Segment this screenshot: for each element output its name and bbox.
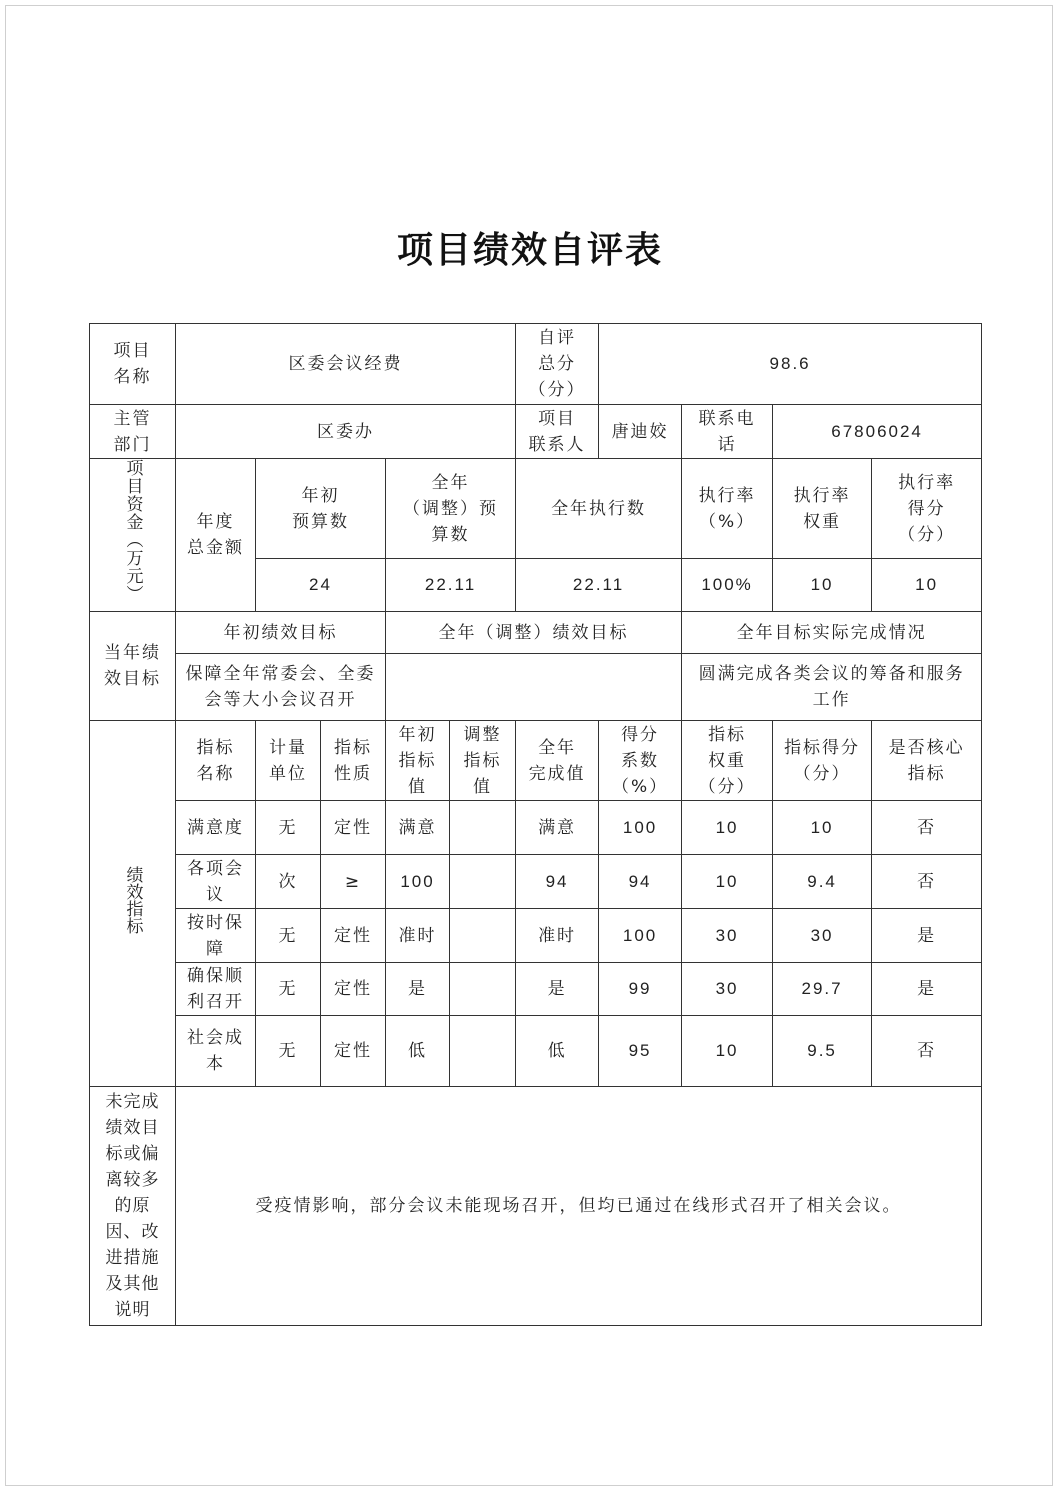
goals-label: 当年绩 效目标 [90, 612, 176, 721]
row-remarks [90, 1087, 982, 1326]
ind-header-weight: 指标 权重 （分） [682, 721, 773, 801]
ind-cell: 100 [599, 909, 682, 963]
ind-cell [450, 963, 516, 1016]
row-department [90, 405, 982, 459]
ind-cell: 9.5 [773, 1016, 872, 1087]
ind-header-adjusted: 调整 指标 值 [450, 721, 516, 801]
indicators-label: 绩效指标 [90, 721, 176, 1087]
ind-cell: ≥ [321, 855, 386, 909]
ind-cell: 29.7 [773, 963, 872, 1016]
funds-header-rate: 执行率 （%） [682, 459, 773, 559]
ind-cell: 是 [872, 963, 982, 1016]
ind-cell: 30 [682, 963, 773, 1016]
goals-header-initial: 年初绩效目标 [176, 612, 386, 654]
ind-cell: 100 [599, 801, 682, 855]
ind-header-core: 是否核心 指标 [872, 721, 982, 801]
funds-header-initial: 年初 预算数 [256, 459, 386, 559]
row-goals-header [90, 612, 982, 654]
ind-cell: 各项会 议 [176, 855, 256, 909]
ind-cell [450, 801, 516, 855]
ind-cell: 满意 [386, 801, 450, 855]
table-row [90, 909, 982, 963]
table-row [90, 801, 982, 855]
ind-cell: 是 [872, 909, 982, 963]
goals-actual: 圆满完成各类会议的筹备和服务工作 [682, 654, 982, 721]
department-value: 区委办 [176, 405, 516, 459]
ind-header-initial: 年初 指标 值 [386, 721, 450, 801]
funds-label: 项目资金（万元） [90, 459, 176, 612]
goals-header-adjusted: 全年（调整）绩效目标 [386, 612, 682, 654]
remarks-value: 受疫情影响，部分会议未能现场召开，但均已通过在线形式召开了相关会议。 [176, 1087, 982, 1326]
ind-cell: 次 [256, 855, 321, 909]
ind-cell: 99 [599, 963, 682, 1016]
ind-header-nature: 指标 性质 [321, 721, 386, 801]
funds-header-executed: 全年执行数 [516, 459, 682, 559]
ind-cell: 无 [256, 1016, 321, 1087]
remarks-label: 未完成 绩效目 标或偏 离较多 的原 因、改 进措施 及其他 说明 [90, 1087, 176, 1326]
ind-cell: 定性 [321, 1016, 386, 1087]
project-name-label: 项目 名称 [90, 324, 176, 405]
goals-header-actual: 全年目标实际完成情况 [682, 612, 982, 654]
ind-cell [450, 1016, 516, 1087]
funds-value-adjusted: 22.11 [386, 559, 516, 612]
evaluation-table [89, 323, 982, 1326]
ind-cell: 94 [516, 855, 599, 909]
row-indicators-header [90, 721, 982, 801]
funds-header-score: 执行率 得分 （分） [872, 459, 982, 559]
table-row [90, 1016, 982, 1087]
ind-cell: 30 [682, 909, 773, 963]
ind-cell: 10 [682, 855, 773, 909]
ind-header-score: 指标得分 （分） [773, 721, 872, 801]
ind-cell [450, 855, 516, 909]
ind-cell: 满意 [516, 801, 599, 855]
row-project-name [90, 324, 982, 405]
ind-cell: 100 [386, 855, 450, 909]
funds-total-label: 年度 总金额 [176, 459, 256, 612]
ind-cell: 按时保 障 [176, 909, 256, 963]
row-goals-values [90, 654, 982, 721]
ind-cell: 94 [599, 855, 682, 909]
ind-cell: 定性 [321, 909, 386, 963]
ind-cell: 定性 [321, 963, 386, 1016]
phone-value: 67806024 [773, 405, 982, 459]
ind-cell: 10 [682, 801, 773, 855]
ind-cell: 9.4 [773, 855, 872, 909]
ind-cell: 准时 [516, 909, 599, 963]
funds-value-weight: 10 [773, 559, 872, 612]
ind-cell: 否 [872, 855, 982, 909]
ind-header-completed: 全年 完成值 [516, 721, 599, 801]
department-label: 主管 部门 [90, 405, 176, 459]
score-label: 自评 总分 （分） [516, 324, 599, 405]
ind-cell: 10 [773, 801, 872, 855]
page-title: 项目绩效自评表 [396, 229, 663, 271]
ind-cell: 无 [256, 963, 321, 1016]
score-value: 98.6 [599, 324, 982, 405]
ind-cell: 是 [386, 963, 450, 1016]
funds-value-rate: 100% [682, 559, 773, 612]
ind-cell: 是 [516, 963, 599, 1016]
ind-cell: 低 [516, 1016, 599, 1087]
project-name-value: 区委会议经费 [176, 324, 516, 405]
goals-initial: 保障全年常委会、全委会等大小会议召开 [176, 654, 386, 721]
funds-value-score: 10 [872, 559, 982, 612]
ind-cell: 30 [773, 909, 872, 963]
table-row [90, 855, 982, 909]
ind-cell: 满意度 [176, 801, 256, 855]
ind-cell: 低 [386, 1016, 450, 1087]
ind-header-unit: 计量 单位 [256, 721, 321, 801]
goals-adjusted [386, 654, 682, 721]
ind-cell: 10 [682, 1016, 773, 1087]
ind-cell: 确保顺 利召开 [176, 963, 256, 1016]
ind-cell: 无 [256, 909, 321, 963]
funds-value-executed: 22.11 [516, 559, 682, 612]
ind-cell: 社会成 本 [176, 1016, 256, 1087]
ind-header-name: 指标 名称 [176, 721, 256, 801]
table-row [90, 963, 982, 1016]
contact-label: 项目 联系人 [516, 405, 599, 459]
funds-value-initial: 24 [256, 559, 386, 612]
ind-cell: 95 [599, 1016, 682, 1087]
ind-header-coefficient: 得分 系数 （%） [599, 721, 682, 801]
ind-cell [450, 909, 516, 963]
phone-label: 联系电 话 [682, 405, 773, 459]
ind-cell: 准时 [386, 909, 450, 963]
ind-cell: 否 [872, 801, 982, 855]
ind-cell: 否 [872, 1016, 982, 1087]
ind-cell: 定性 [321, 801, 386, 855]
contact-value: 唐迪姣 [599, 405, 682, 459]
ind-cell: 无 [256, 801, 321, 855]
funds-header-adjusted: 全年 （调整）预 算数 [386, 459, 516, 559]
funds-header-weight: 执行率 权重 [773, 459, 872, 559]
row-funds-header [90, 459, 982, 559]
